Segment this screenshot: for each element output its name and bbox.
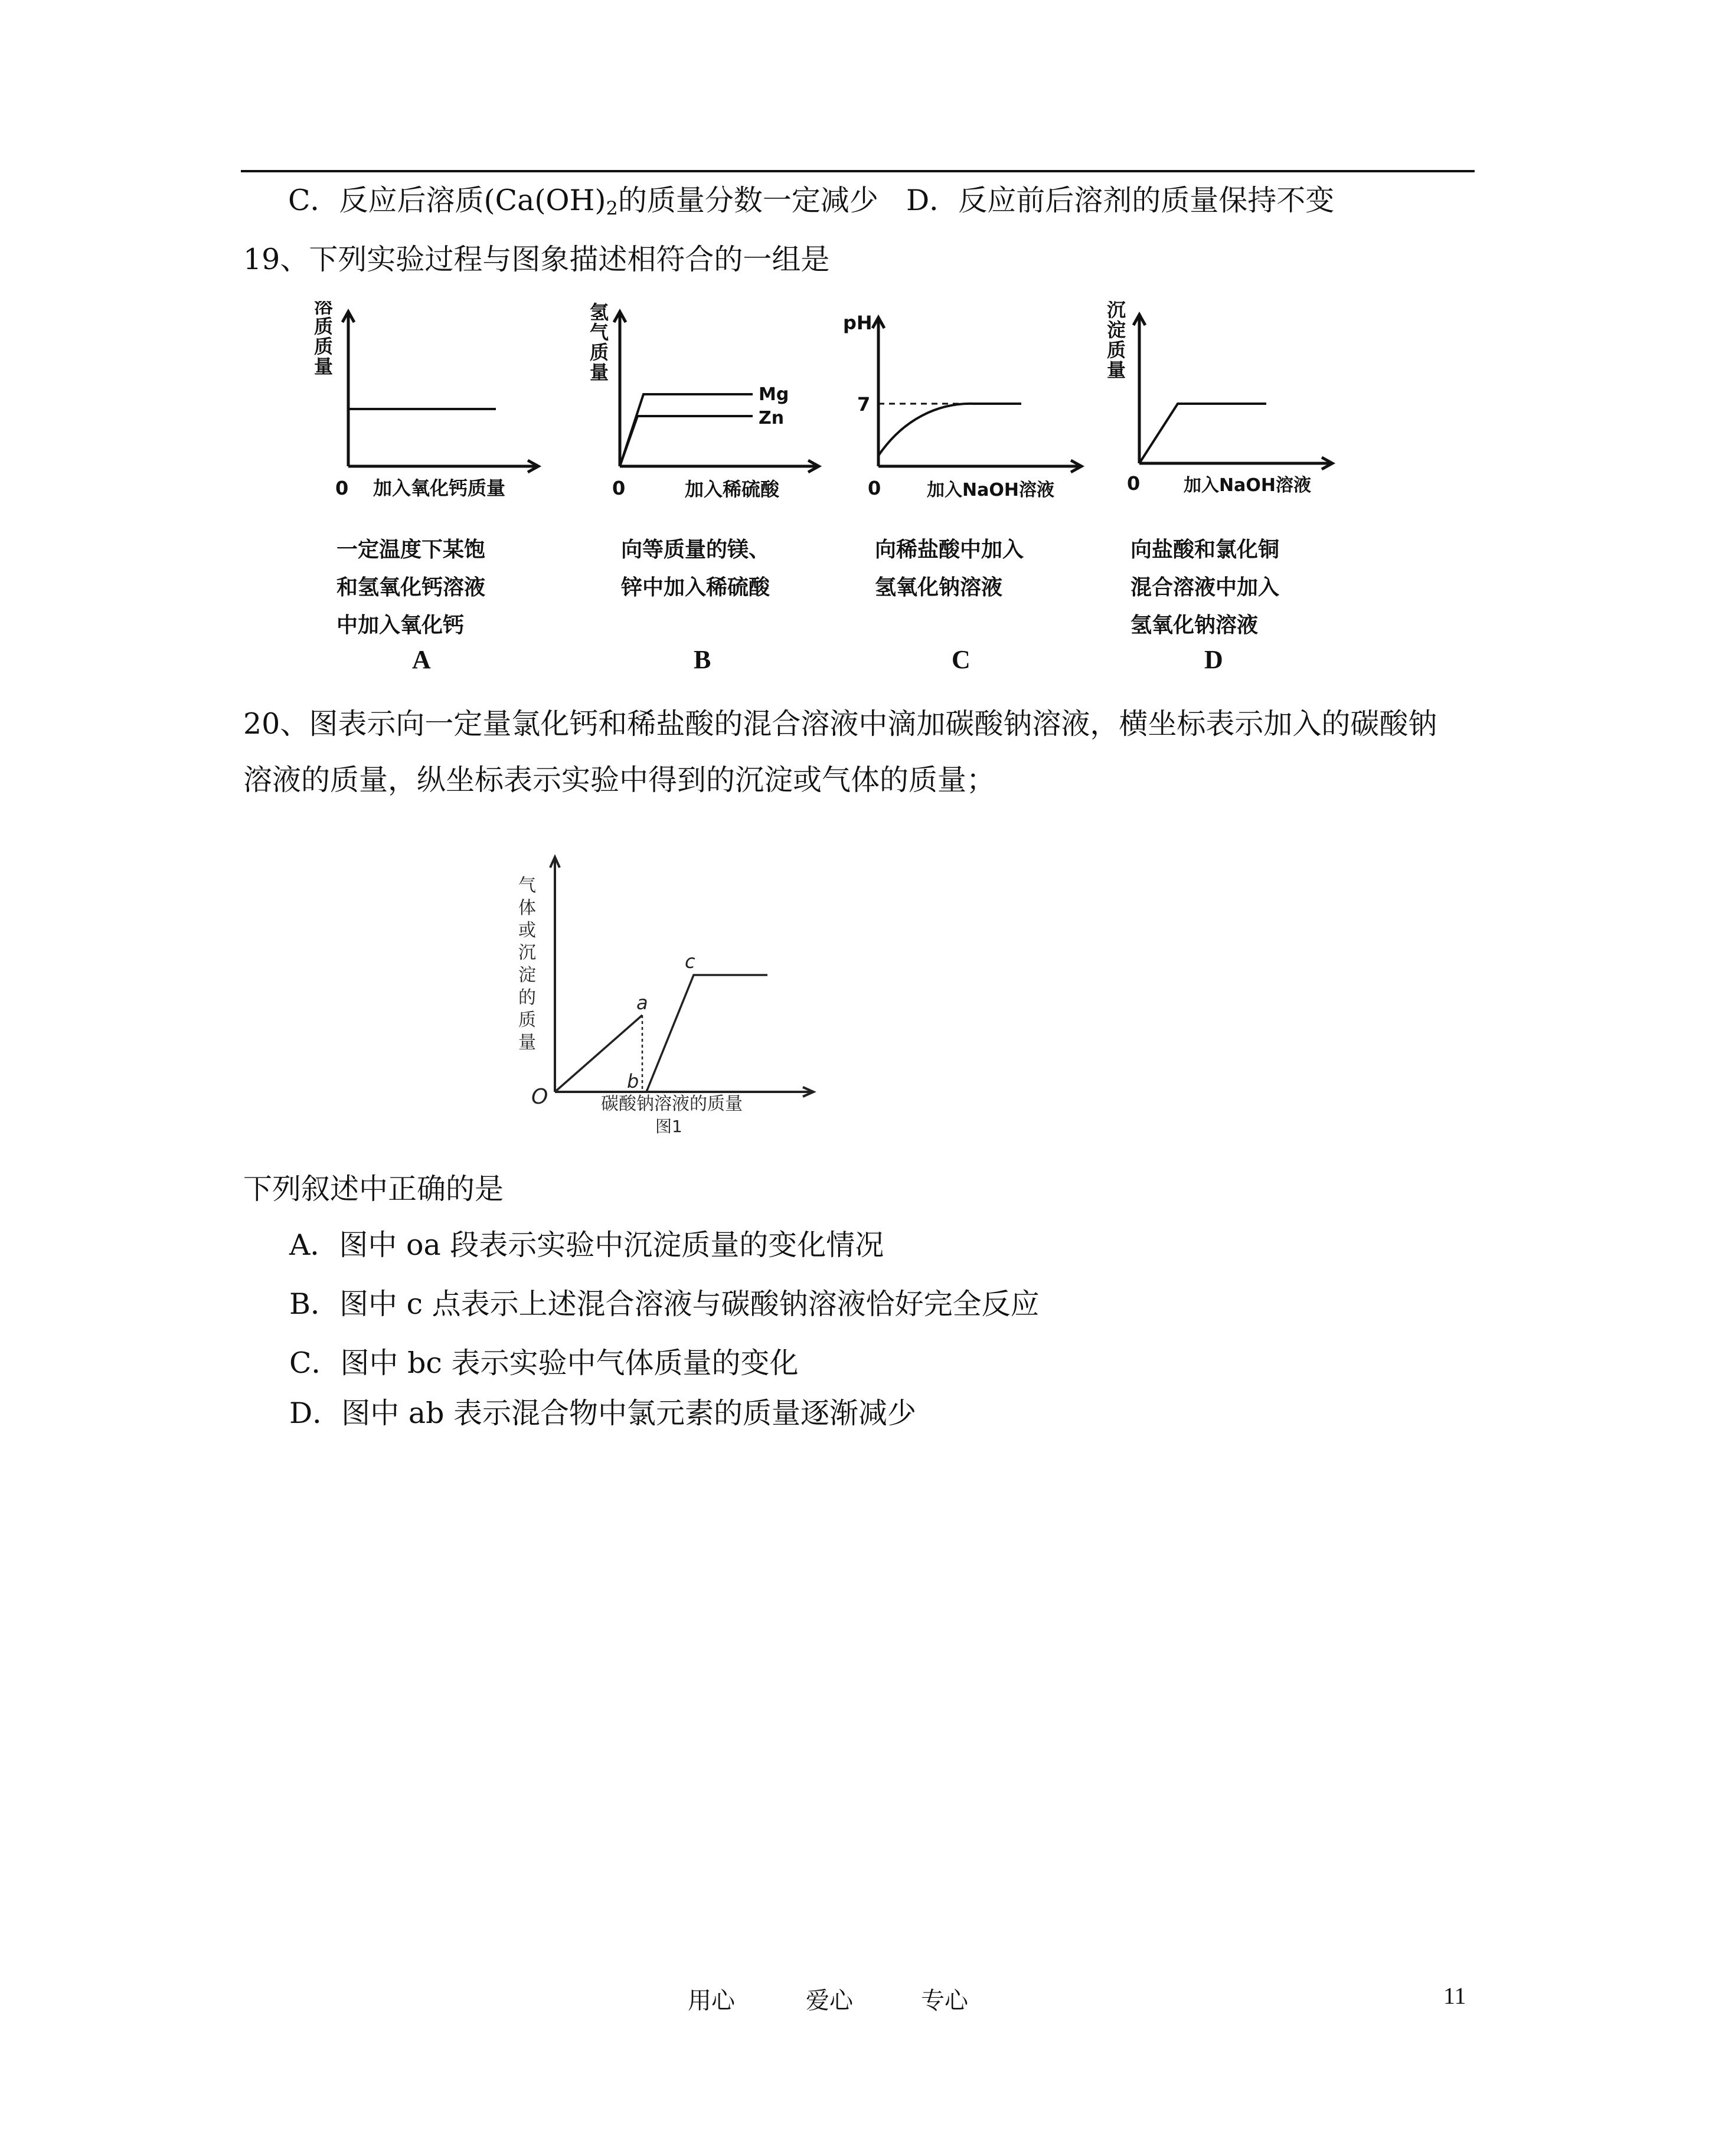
panel-b-graph [581, 301, 829, 504]
q20-point-b: b [627, 1070, 639, 1092]
panel-d-xlabel: 加入NaOH溶液 [1184, 475, 1311, 496]
panel-c-ytick: 7 [857, 393, 871, 416]
panel-b-caption: 向等质量的镁、 锌中加入稀硫酸 [621, 538, 770, 600]
q20-ylabel: 气体或沉淀的质量 [518, 875, 536, 1053]
footer-motto-2: 爱心 [806, 1987, 853, 2014]
panel-d-caption: 向盐酸和氯化铜 混合溶液中加入 氢氧化钠溶液 [1130, 538, 1280, 637]
panel-d-curve [1139, 404, 1266, 463]
panel-c-caption: 向稀盐酸中加入 氢氧化钠溶液 [875, 538, 1024, 600]
q20-option-d: D．图中 ab 表示混合物中氯元素的质量逐渐减少 [289, 1396, 917, 1430]
q20-stem-line2: 溶液的质量，纵坐标表示实验中得到的沉淀或气体的质量； [243, 763, 996, 797]
panel-b-ylabel: 氢气质量 [590, 301, 609, 384]
panel-b-xlabel: 加入稀硫酸 [685, 478, 780, 500]
panel-a-caption: 一定温度下某饱 和氢氧化钙溶液 中加入氧化钙 [336, 538, 486, 637]
panel-b-zn-label: Zn [759, 408, 785, 428]
panel-c-origin: 0 [868, 477, 881, 499]
panel-a-origin: 0 [335, 477, 349, 499]
q19-stem: 19、下列实验过程与图象描述相符合的一组是 [243, 243, 830, 276]
panel-c-ylabel: pH [843, 312, 873, 334]
panel-a-letter: A [412, 645, 431, 674]
panel-c-letter: C [952, 645, 970, 674]
q20-stem-line1: 20、图表示向一定量氯化钙和稀盐酸的混合溶液中滴加碳酸钠溶液，横坐标表示加入的碳酸钠 [243, 707, 1437, 741]
q20-xlabel: 碳酸钠溶液的质量 [601, 1094, 743, 1114]
panel-b-origin: 0 [612, 477, 626, 499]
q20-option-b: B．图中 c 点表示上述混合溶液与碳酸钠溶液恰好完全反应 [289, 1287, 1040, 1321]
q18-option-c: C．反应后溶质($Ca(OH)_2$的质量分数一定减少 [288, 184, 878, 220]
q20-caption: 图1 [655, 1117, 682, 1136]
panel-b-zn-line [620, 416, 753, 466]
q20-point-c: c [685, 950, 695, 973]
panel-d-origin: 0 [1127, 472, 1141, 495]
panel-a-ylabel: 溶质质量 [314, 301, 334, 378]
panel-b-mg-label: Mg [759, 384, 789, 405]
q20-origin: O [531, 1085, 548, 1109]
q20-segment-bc [646, 975, 767, 1092]
q20-figure [514, 850, 832, 1147]
panel-c-xlabel: 加入NaOH溶液 [927, 480, 1054, 500]
panel-d-graph [1095, 301, 1343, 504]
panel-a-xlabel: 加入氧化钙质量 [373, 477, 506, 499]
panel-c-graph [838, 301, 1092, 504]
panel-a-graph [301, 301, 549, 504]
q20-option-a: A．图中 oa 段表示实验中沉淀质量的变化情况 [289, 1228, 884, 1262]
q20-point-a: a [636, 992, 648, 1014]
header-rule [241, 170, 1475, 172]
footer-motto-1: 用心 [688, 1987, 735, 2014]
panel-d-ylabel: 沉淀质量 [1107, 301, 1126, 381]
panel-b-mg-line [620, 394, 753, 466]
panel-b-letter: B [694, 645, 711, 674]
page-number: 11 [1443, 1982, 1466, 2009]
panel-d-letter: D [1204, 645, 1223, 674]
q18-option-d: D．反应前后溶剂的质量保持不变 [906, 184, 1335, 217]
panel-c-curve [878, 404, 1021, 456]
q20-lead: 下列叙述中正确的是 [243, 1172, 504, 1206]
footer-motto-3: 专心 [921, 1987, 968, 2014]
q20-option-c: C．图中 bc 表示实验中气体质量的变化 [289, 1346, 799, 1380]
